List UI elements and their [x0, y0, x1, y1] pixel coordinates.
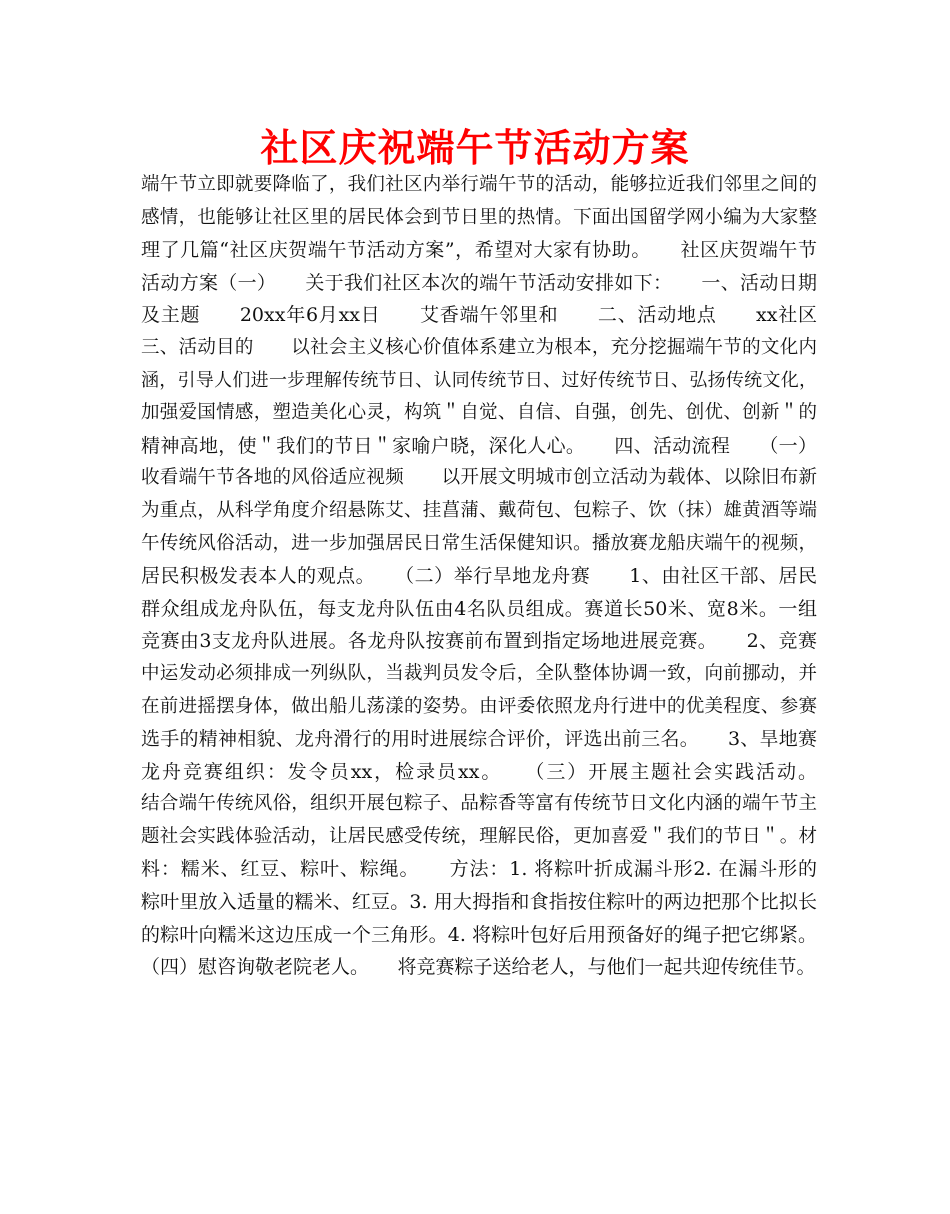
- body-line: 加强爱国情感，塑造美化心灵，构筑＂自觉、自信、自强，创先、创优、创新＂的: [141, 402, 817, 424]
- body-line: 题社会实践体验活动，让居民感受传统，理解民俗，更加喜爱＂我们的节日＂。材: [141, 825, 817, 847]
- body-line: 龙舟竞赛组织：发令员xx，检录员xx。 （三）开展主题社会实践活动。: [141, 760, 817, 783]
- body-line: 精神高地，使＂我们的节日＂家喻户晓，深化人心。 四、活动流程 （一）: [141, 434, 817, 457]
- body-line: 粽叶里放入适量的糯米、红豆。3. 用大拇指和食指按住粽叶的两边把那个比拟长: [141, 891, 817, 914]
- body-line: 料：糯米、红豆、粽叶、粽绳。 方法：1. 将粽叶折成漏斗形2. 在漏斗形的: [141, 858, 817, 881]
- body-line: 的粽叶向糯米这边压成一个三角形。4. 将粽叶包好后用预备好的绳子把它绑紧。: [141, 923, 817, 946]
- body-line: （四）慰咨询敬老院老人。 将竞赛粽子送给老人，与他们一起共迎传统佳节。: [141, 956, 816, 979]
- body-line: 涵，引导人们进一步理解传统节日、认同传统节日、过好传统节日、弘扬传统文化，: [141, 369, 817, 391]
- body-line: 午传统风俗活动，进一步加强居民日常生活保健知识。播放赛龙船庆端午的视频，: [141, 532, 817, 554]
- document-body: [141, 169, 817, 984]
- body-line: 群众组成龙舟队伍，每支龙舟队伍由4名队员组成。赛道长50米、宽8米。一组: [141, 597, 817, 620]
- body-line: 及主题 20xx年6月xx日 艾香端午邻里和 二、活动地点 xx社区: [141, 304, 817, 327]
- body-line: 中运发动必须排成一列纵队，当裁判员发令后，全队整体协调一致，向前挪动，并: [141, 662, 817, 684]
- body-line: 收看端午节各地的风俗适应视频 以开展文明城市创立活动为载体、以除旧布新: [141, 467, 817, 489]
- body-line: 在前进摇摆身体，做出船儿荡漾的姿势。由评委依照龙舟行进中的优美程度、参赛: [141, 695, 817, 717]
- body-line: 感情，也能够让社区里的居民体会到节日里的热情。下面出国留学网小编为大家整: [141, 206, 817, 228]
- body-line: 理了几篇“社区庆贺端午节活动方案”，希望对大家有协助。 社区庆贺端午节: [141, 239, 817, 262]
- body-line: 端午节立即就要降临了，我们社区内举行端午节的活动，能够拉近我们邻里之间的: [141, 174, 817, 195]
- body-line: 为重点，从科学角度介绍悬陈艾、挂菖蒲、戴荷包、包粽子、饮（抹）雄黄酒等端: [141, 499, 817, 521]
- body-line: 选手的精神相貌、龙舟滑行的用时进展综合评价，评选出前三名。 3、旱地赛: [141, 728, 817, 751]
- body-line: 结合端午传统风俗，组织开展包粽子、品粽香等富有传统节日文化内涵的端午节主: [141, 793, 817, 815]
- body-line: 活动方案（一） 关于我们社区本次的端午节活动安排如下： 一、活动日期: [141, 271, 817, 294]
- document-title: 社区庆祝端午节活动方案: [260, 126, 690, 170]
- body-line: 居民积极发表本人的观点。 （二）举行旱地龙舟赛 1、由社区干部、居民: [141, 565, 817, 588]
- body-line: 三、活动目的 以社会主义核心价值体系建立为根本，充分挖掘端午节的文化内: [141, 336, 817, 358]
- body-line: 竞赛由3支龙舟队进展。各龙舟队按赛前布置到指定场地进展竞赛。 2、竞赛: [141, 630, 817, 653]
